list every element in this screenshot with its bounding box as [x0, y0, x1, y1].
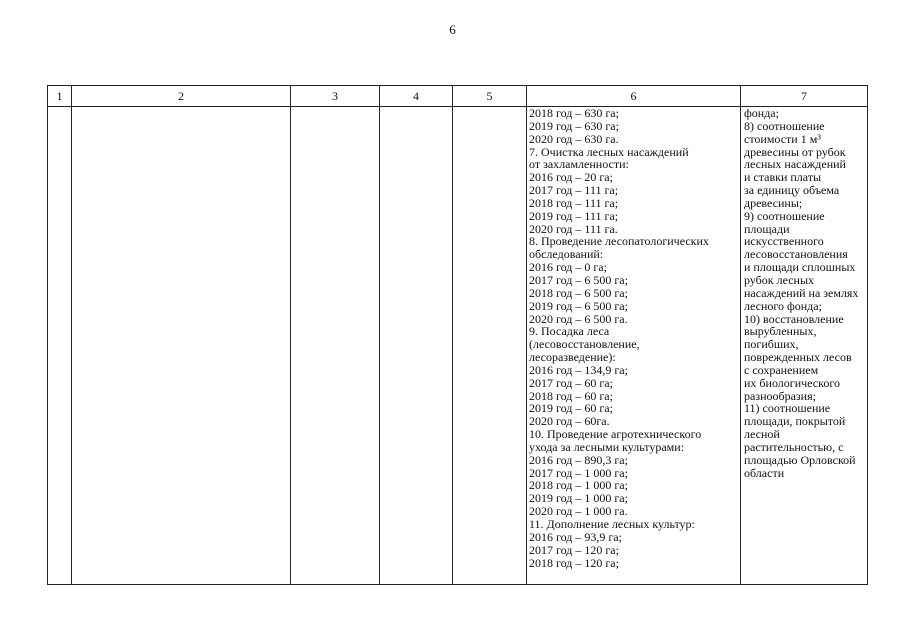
- text-line: древесины;: [744, 195, 803, 210]
- indicators-list: [527, 107, 740, 569]
- cell-col-6: [527, 107, 741, 585]
- text-line: 2019 год – 6 500 га;: [529, 298, 628, 313]
- text-line: 2017 год – 6 500 га;: [529, 272, 628, 287]
- text-line: насаждений на землях: [744, 285, 859, 300]
- column-header-3: 3: [291, 86, 380, 107]
- text-line: 2017 год – 120 га;: [529, 542, 619, 557]
- text-line: 2019 год – 111 га;: [529, 208, 619, 223]
- text-line: за единицу объема: [744, 183, 840, 198]
- text-line: 2016 год – 20 га;: [529, 170, 613, 185]
- text-line: 2017 год – 111 га;: [529, 183, 619, 198]
- text-line: 2018 год – 60 га;: [529, 388, 613, 403]
- text-line: 2020 год – 111 га.: [529, 221, 618, 236]
- text-line: площадью Орловской: [744, 452, 856, 467]
- text-line: 2017 год – 60 га;: [529, 375, 613, 390]
- text-line: вырубленных,: [744, 324, 817, 339]
- text-line: 2018 год – 630 га;: [529, 106, 619, 120]
- text-line: лесной: [744, 427, 780, 442]
- text-line: лесоразведение):: [529, 350, 616, 365]
- text-line: 9. Посадка леса: [529, 324, 610, 339]
- text-line: 10) восстановление: [744, 311, 844, 326]
- text-line: лесовосстановления: [744, 247, 848, 262]
- text-line: 11) соотношение: [744, 401, 831, 416]
- text-line: 2019 год – 630 га;: [529, 118, 619, 133]
- column-header-4: 4: [380, 86, 453, 107]
- text-line: растительностью, с: [744, 439, 844, 454]
- text-line: рубок лесных: [744, 272, 815, 287]
- text-line: ухода за лесными культурами:: [529, 439, 685, 454]
- text-line: 2018 год – 6 500 га;: [529, 285, 628, 300]
- cell-col-2: [72, 107, 291, 585]
- text-line: обследований:: [529, 247, 604, 262]
- text-line: 2019 год – 1 000 га;: [529, 491, 628, 506]
- column-header-2: 2: [72, 86, 291, 107]
- column-header-6: 6: [527, 86, 741, 107]
- text-line: 7. Очистка лесных насаждений: [529, 144, 689, 159]
- page-number: 6: [449, 22, 456, 37]
- text-line: лесных насаждений: [744, 157, 846, 172]
- cell-col-1: [48, 107, 72, 585]
- text-line: 2019 год – 60 га;: [529, 401, 613, 416]
- text-line: 2016 год – 890,3 га;: [529, 452, 628, 467]
- cell-col-4: [380, 107, 453, 585]
- text-line: фонда;: [744, 106, 779, 120]
- column-header-5: 5: [453, 86, 527, 107]
- text-line: разнообразия;: [744, 388, 816, 403]
- text-line: 8. Проведение лесопатологических: [529, 234, 709, 249]
- text-line: их биологического: [744, 375, 840, 390]
- document-table: [47, 85, 868, 585]
- text-line: 2017 год – 1 000 га;: [529, 465, 628, 480]
- text-line: искусственного: [744, 234, 824, 249]
- text-line: площади: [744, 221, 790, 236]
- text-line: 2016 год – 0 га;: [529, 260, 607, 275]
- text-line: 2020 год – 60га.: [529, 414, 610, 429]
- text-line: от захламленности:: [529, 157, 629, 172]
- text-line: области: [744, 465, 785, 480]
- text-line: стоимости 1 м³: [744, 131, 821, 146]
- text-line: 2020 год – 6 500 га.: [529, 311, 628, 326]
- text-line: с сохранением: [744, 362, 819, 377]
- text-line: 2018 год – 120 га;: [529, 555, 619, 570]
- text-line: 8) соотношение: [744, 118, 825, 133]
- text-line: лесного фонда;: [744, 298, 822, 313]
- text-line: площади, покрытой: [744, 414, 846, 429]
- text-line: 10. Проведение агротехнического: [529, 427, 702, 442]
- text-line: 2018 год – 1 000 га;: [529, 478, 628, 493]
- column-header-1: 1: [48, 86, 72, 107]
- header-row: [48, 86, 868, 107]
- text-line: 2016 год – 134,9 га;: [529, 362, 628, 377]
- cell-col-3: [291, 107, 380, 585]
- text-line: (лесовосстановление,: [529, 337, 640, 352]
- text-line: 2018 год – 111 га;: [529, 195, 619, 210]
- text-line: 2016 год – 93,9 га;: [529, 529, 622, 544]
- text-line: и ставки платы: [744, 170, 822, 185]
- cell-col-7: [741, 107, 868, 585]
- text-line: 11. Дополнение лесных культур:: [529, 517, 695, 531]
- table-row: [48, 107, 868, 585]
- text-line: поврежденных лесов: [744, 350, 852, 365]
- text-line: и площади сплошных: [744, 260, 856, 275]
- text-line: 2020 год – 1 000 га.: [529, 504, 628, 519]
- text-line: 2020 год – 630 га.: [529, 131, 619, 146]
- cell-col-5: [453, 107, 527, 585]
- text-line: древесины от рубок: [744, 144, 846, 159]
- column-header-7: 7: [741, 86, 868, 107]
- criteria-list: [741, 107, 867, 479]
- text-line: 9) соотношение: [744, 208, 825, 223]
- text-line: погибших,: [744, 337, 799, 352]
